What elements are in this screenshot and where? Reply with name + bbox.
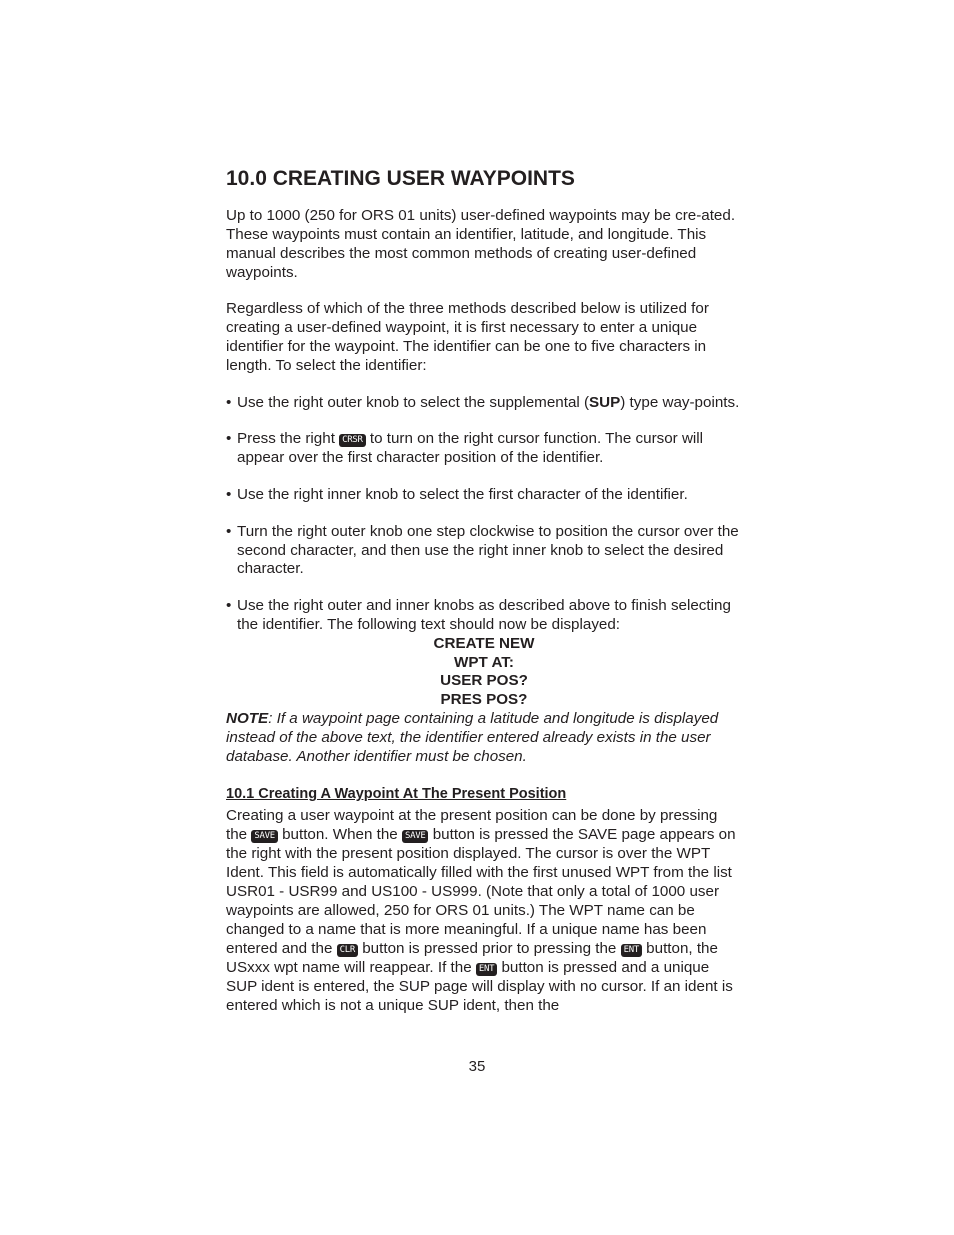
ent-button-icon: ENT — [476, 963, 497, 976]
display-line: WPT AT: — [454, 653, 514, 671]
ent-button-icon: ENT — [621, 944, 642, 957]
bullet-icon: • — [226, 597, 232, 615]
text-run: button. When the — [282, 826, 398, 844]
section-heading: 10.0 CREATING USER WAYPOINTS — [226, 167, 575, 190]
step-2-text-post: to turn on the right cursor function. The cursor will appear over the first character position of the identifier. — [237, 430, 704, 467]
subsection-paragraph — [226, 806, 742, 1015]
step-1-text-post: ) type way-points. — [620, 393, 740, 411]
step-item-4 — [226, 523, 742, 579]
note-label: NOTE — [226, 709, 269, 727]
text-run: button, the USxxx wpt name will reappear. If the — [226, 940, 718, 977]
step-item-3 — [226, 486, 742, 505]
clr-button-icon: CLR — [337, 944, 358, 957]
step-item-5 — [226, 597, 742, 635]
bullet-icon: • — [226, 430, 232, 448]
step-1-text-bold: SUP — [589, 393, 621, 411]
display-line: USER POS? — [440, 672, 528, 690]
text-run: Creating a user waypoint at the present position can be done by pressing the — [226, 807, 718, 844]
display-line: PRES POS? — [440, 691, 528, 709]
bullet-icon: • — [226, 485, 232, 503]
step-item-1 — [226, 394, 742, 413]
intro-paragraph-2: Regardless of which of the three methods described below is utilized for creating a user-defined waypoint, it is first necessary to enter a unique identifier for the waypoint. The identifier can be one to five characters in length. To select the identifier: — [226, 300, 709, 374]
step-2-text-pre: Press the right — [237, 430, 335, 448]
step-5-text: Use the right outer and inner knobs as described above to finish selecting the identifier. The following text should now be displayed: — [237, 597, 731, 633]
crsr-button-icon: CRSR — [339, 434, 365, 447]
bullet-icon: • — [226, 522, 232, 540]
subsection-body — [226, 806, 742, 1015]
text-run: button is pressed and a unique SUP ident is entered, the SUP page will display with no cursor. If an ident is entered which is not a unique SUP ident, then the — [226, 959, 733, 1015]
text-run: button is pressed prior to pressing the — [362, 940, 617, 958]
page-number: 35 — [468, 1058, 486, 1075]
save-button-icon: SAVE — [402, 830, 428, 843]
subsection-heading: 10.1 Creating A Waypoint At The Present Position — [226, 786, 567, 803]
note-text: : If a waypoint page containing a latitude and longitude is displayed instead of the above text, the identifier entered already exists in the user database. Another identifier must be chosen. — [226, 709, 719, 765]
note-paragraph — [226, 710, 742, 766]
step-1-text-pre: Use the right outer knob to select the supplemental ( — [237, 393, 590, 411]
intro-paragraph-1: Up to 1000 (250 for ORS 01 units) user-defined waypoints may be cre-ated. These waypoints must contain an identifier, latitude, and longitude. This manual describes the most common methods of creating user-defined waypoints. — [226, 207, 736, 281]
text-run: button is pressed the SAVE page appears on the right with the present position displayed. The cursor is over the WPT Ident. This field is automatically filled with the first unused WPT from the list USR01 - USR99 and US100 - US999. (Note that only a total of 1000 user waypoints are allowed, 250 for ORS 01 units.) The WPT name can be changed to a name that is more meaningful. If a unique name has been entered and the — [226, 826, 736, 958]
step-item-2 — [226, 430, 742, 468]
display-text-block — [226, 635, 742, 710]
bullet-icon: • — [226, 393, 232, 411]
step-4-text: Turn the right outer knob one step clockwise to position the cursor over the second character, and then use the right inner knob to select the desired character. — [237, 522, 739, 578]
save-button-icon: SAVE — [251, 830, 277, 843]
step-3-text: Use the right inner knob to select the first character of the identifier. — [237, 485, 688, 503]
step-list — [226, 394, 742, 635]
display-line: CREATE NEW — [433, 634, 535, 652]
manual-page — [226, 166, 742, 1015]
